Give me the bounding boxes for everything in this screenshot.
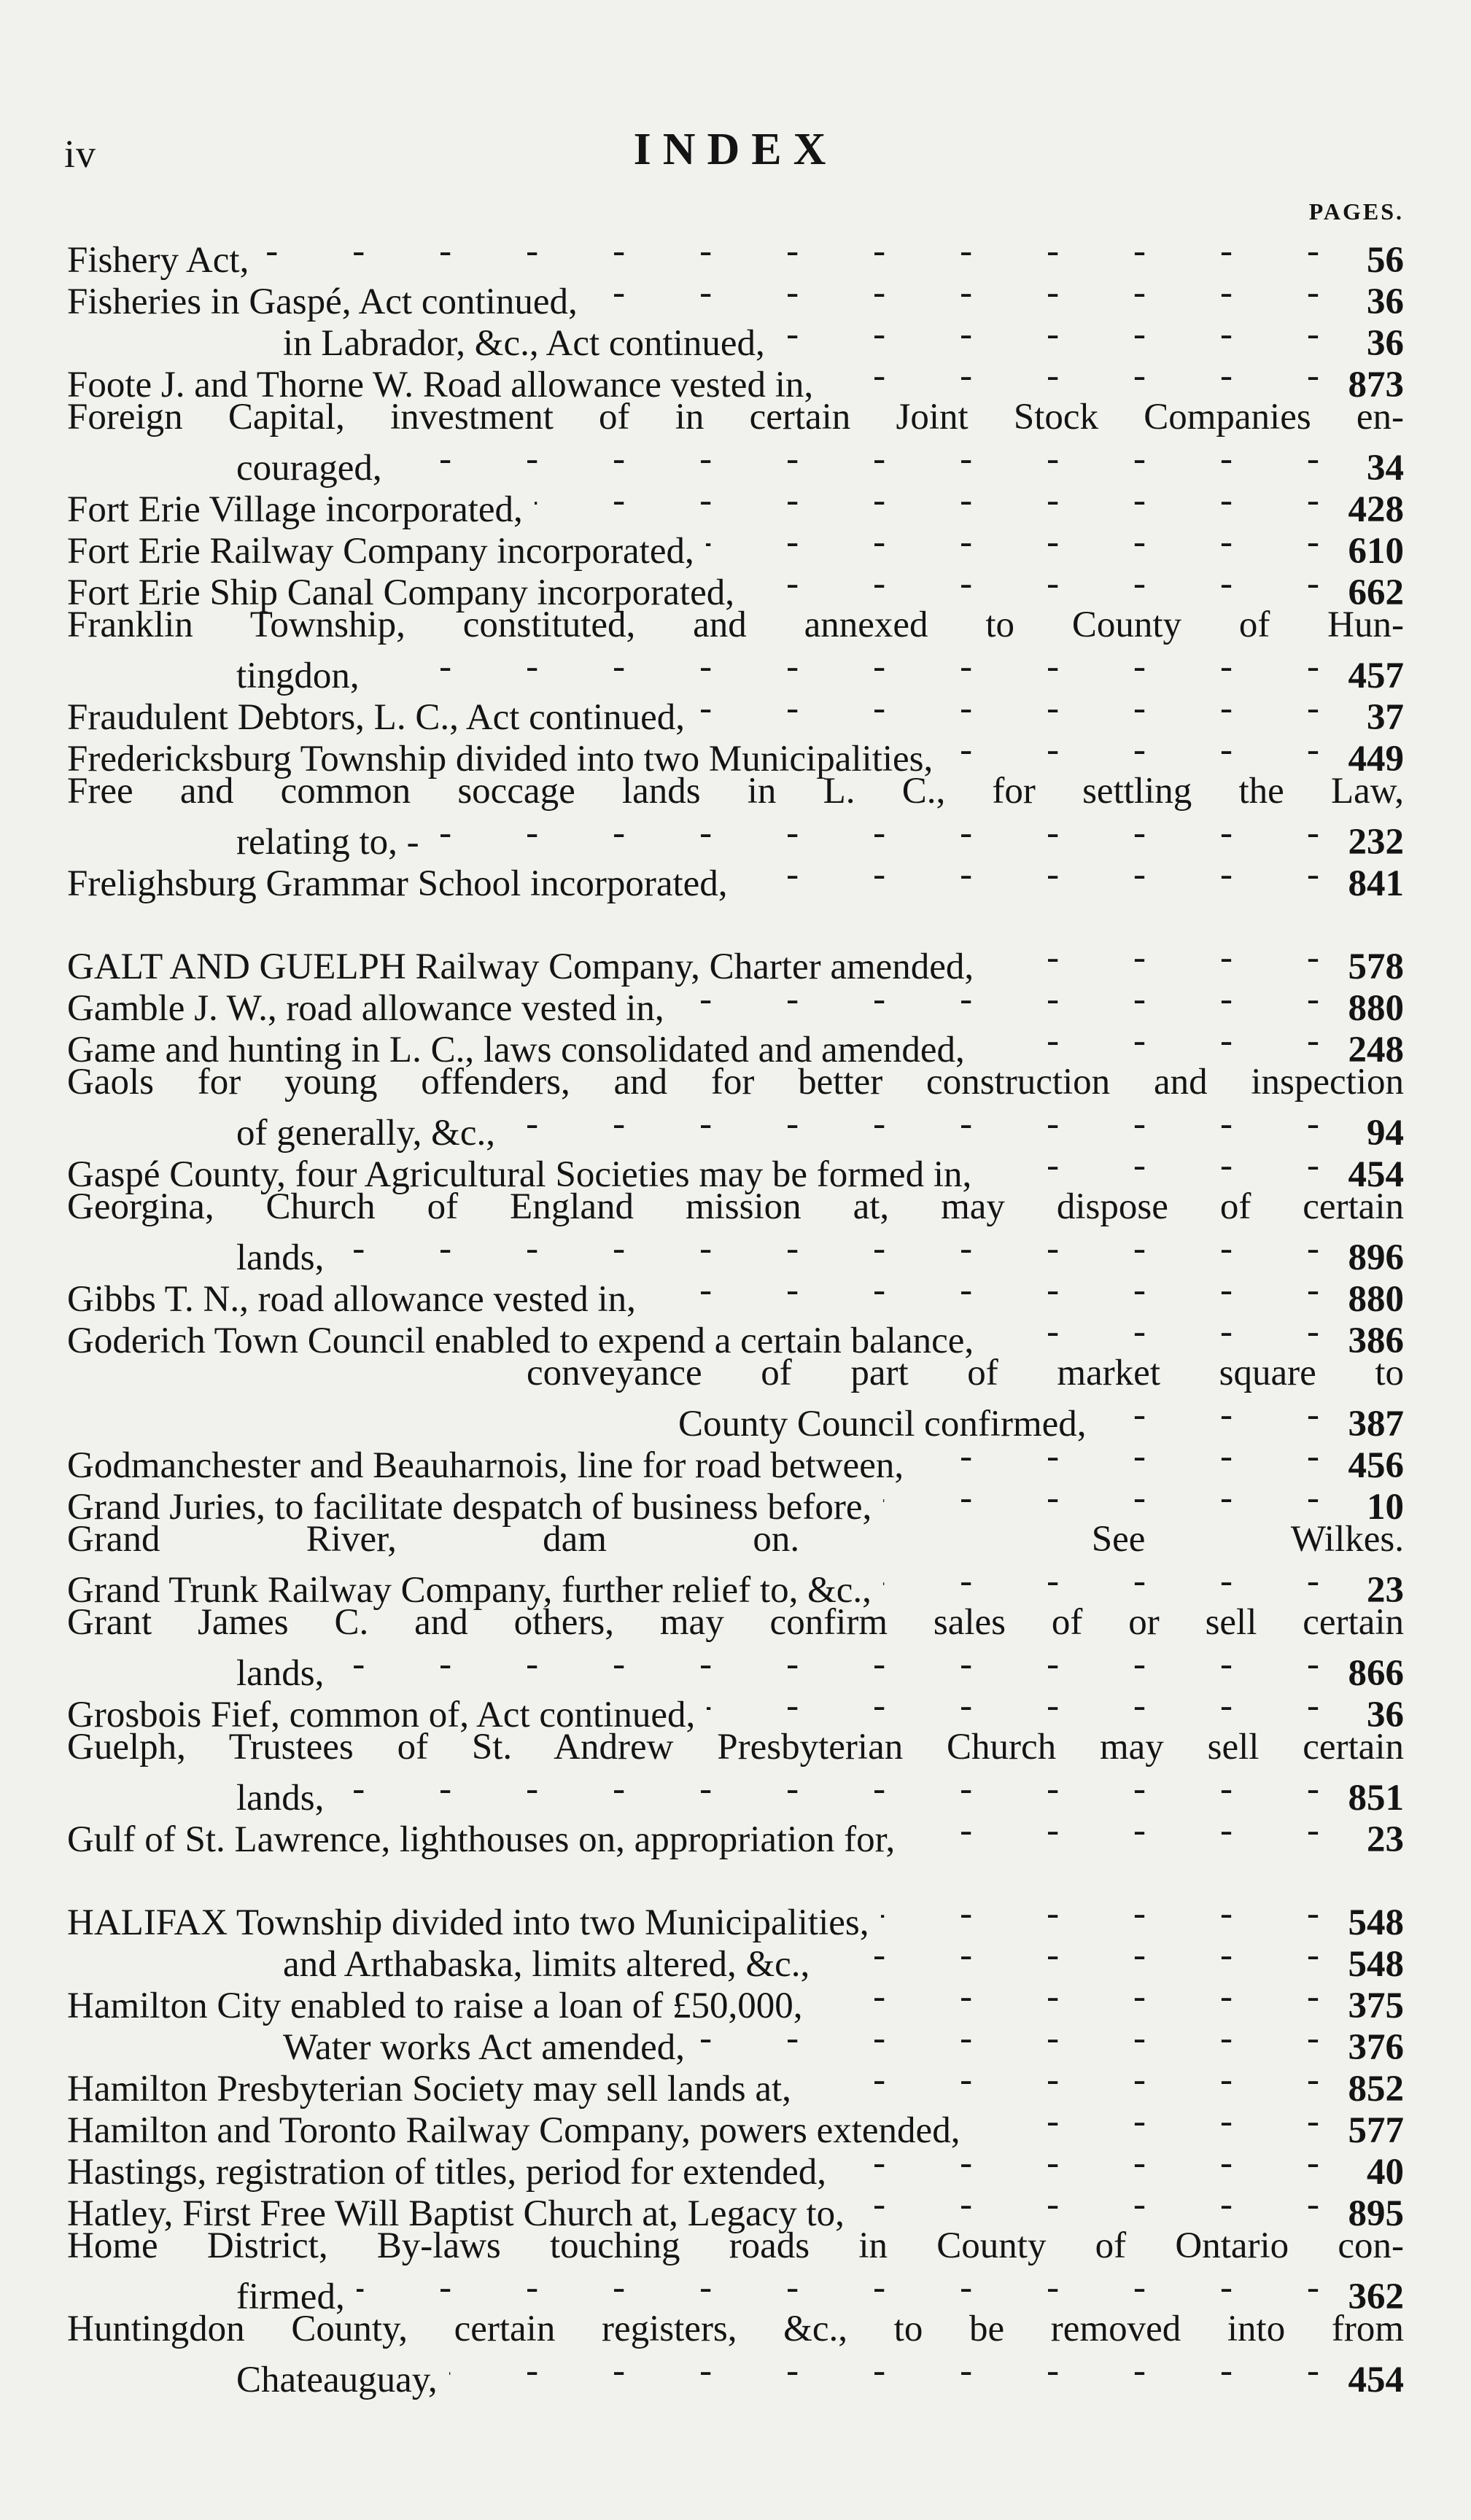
entry-page-number: 23 — [1367, 1570, 1404, 1611]
leader-dashes — [881, 1893, 1320, 1934]
index-entry — [67, 2350, 1404, 2400]
entry-text: Hastings, registration of titles, period for extended, — [67, 2152, 826, 2193]
entry-page-number: 577 — [1348, 2110, 1404, 2151]
entry-page-number: 841 — [1348, 863, 1404, 904]
leader-dashes — [371, 646, 1319, 688]
index-entry — [67, 688, 1404, 738]
entry-page-number: 34 — [1367, 448, 1404, 489]
entry-text: Fishery Act, — [67, 240, 249, 281]
index-entry — [67, 563, 1404, 613]
leader-dashes — [357, 2267, 1319, 2309]
leader-dashes — [971, 2101, 1319, 2142]
entry-page-number: 56 — [1367, 240, 1404, 281]
entry-text: lands, — [236, 1778, 325, 1819]
index-entry — [67, 1103, 1404, 1154]
index-entry — [67, 1519, 1404, 1560]
entry-page-number: 454 — [1348, 1154, 1404, 1195]
entry-text: Georgina, Church of England mission at, may dispose of certain — [67, 1186, 1404, 1227]
index-entry — [67, 812, 1404, 863]
leader-dashes — [706, 521, 1319, 563]
entry-text: Franklin Township, constituted, and annexed to County of Hun- — [67, 604, 1404, 645]
index-entry — [67, 355, 1404, 405]
index-entry — [67, 646, 1404, 696]
leader-dashes — [449, 2350, 1319, 2392]
entry-text: Grosbois Fief, common of, Act continued, — [67, 1695, 696, 1735]
leader-dashes — [907, 1810, 1319, 1851]
index-entry — [67, 397, 1404, 438]
entry-text: in Labrador, &c., Act continued, — [283, 323, 765, 364]
entry-page-number: 454 — [1348, 2360, 1404, 2400]
entry-page-number: 456 — [1348, 1445, 1404, 1486]
entry-page-number: 896 — [1348, 1237, 1404, 1278]
entry-page-number: 852 — [1348, 2069, 1404, 2109]
entry-text: couraged, — [236, 448, 382, 489]
entry-page-number: 40 — [1367, 2152, 1404, 2193]
entry-text: Chateauguay, — [236, 2360, 438, 2400]
index-entry — [67, 2225, 1404, 2267]
index-entry — [67, 1311, 1404, 1361]
entry-text: Home District, By-laws touching roads in County of Ontario con- — [67, 2225, 1404, 2266]
leader-dashes — [746, 563, 1319, 604]
entry-text: Gaspé County, four Agricultural Societies may be formed in, — [67, 1154, 972, 1195]
entry-text: Fredericksburg Township divided into two Municipalities, — [67, 739, 934, 779]
leader-dashes — [777, 314, 1319, 355]
entry-page-number: 375 — [1348, 1986, 1404, 2026]
leader-dashes — [821, 1934, 1319, 1976]
entry-page-number: 23 — [1367, 1819, 1404, 1860]
entry-page-number: 248 — [1348, 1030, 1404, 1070]
entry-page-number: 895 — [1348, 2193, 1404, 2234]
entry-page-number: 362 — [1348, 2276, 1404, 2317]
index-entry — [67, 1727, 1404, 1768]
index-entry — [67, 1934, 1404, 1985]
index-entry — [67, 2101, 1404, 2151]
index-entry — [67, 1394, 1404, 1444]
index-entry — [67, 1685, 1404, 1735]
entry-page-number: 428 — [1348, 489, 1404, 530]
entry-text: Goderich Town Council enabled to expend a certain balance, — [67, 1321, 974, 1361]
leader-dashes — [648, 1269, 1319, 1311]
entry-text: conveyance of part of market square to — [527, 1353, 1404, 1393]
entry-text: Frelighsburg Grammar School incorporated, — [67, 863, 728, 904]
entry-page-number: 36 — [1367, 323, 1404, 364]
entry-text: Free and common soccage lands in L. C., for settling the Law, — [67, 771, 1404, 812]
leader-dashes — [260, 230, 1319, 272]
index-entry — [67, 1062, 1404, 1103]
entry-text: Fort Erie Ship Canal Company incorporated, — [67, 572, 734, 613]
index-entry — [67, 1186, 1404, 1228]
index-entry — [67, 314, 1404, 364]
leader-dashes — [915, 1436, 1319, 1477]
entry-page-number: 548 — [1348, 1944, 1404, 1985]
index-entry — [67, 604, 1404, 646]
index-entry — [67, 1228, 1404, 1278]
entry-text: Hamilton and Toronto Railway Company, powers extended, — [67, 2110, 960, 2151]
entry-page-number: 873 — [1348, 365, 1404, 405]
entry-text: Fort Erie Railway Company incorporated, — [67, 531, 694, 572]
leader-dashes — [838, 2142, 1319, 2184]
index-entries — [67, 230, 1404, 2400]
index-entry — [67, 1768, 1404, 1819]
entry-page-number: 376 — [1348, 2027, 1404, 2068]
entry-text: Foreign Capital, investment of in certain Joint Stock Companies en- — [67, 397, 1404, 438]
entry-text: Hamilton City enabled to raise a loan of £50,000, — [67, 1986, 803, 2026]
entry-page-number: 548 — [1348, 1902, 1404, 1943]
leader-dashes — [535, 480, 1319, 521]
index-entry — [67, 937, 1404, 987]
entry-text: Grand Juries, to facilitate despatch of business before, — [67, 1487, 872, 1528]
index-entry — [67, 2184, 1404, 2234]
leader-dashes — [431, 812, 1319, 854]
index-entry — [67, 2267, 1404, 2317]
leader-dashes — [335, 1228, 1319, 1269]
index-entry — [67, 1436, 1404, 1486]
leader-dashes — [696, 688, 1319, 729]
index-entry — [67, 1477, 1404, 1528]
entry-page-number: 232 — [1348, 822, 1404, 863]
entry-text: Gaols for young offenders, and for better construction and inspection — [67, 1062, 1404, 1102]
index-entry — [67, 979, 1404, 1029]
entry-page-number: 662 — [1348, 572, 1404, 613]
entry-text: Grand Trunk Railway Company, further relief to, &c., — [67, 1570, 872, 1611]
entry-page-number: 36 — [1367, 1695, 1404, 1735]
entry-page-number: 866 — [1348, 1653, 1404, 1694]
entry-text: Hamilton Presbyterian Society may sell lands at, — [67, 2069, 791, 2109]
leader-dashes — [883, 1560, 1319, 1602]
index-entry — [67, 438, 1404, 489]
index-entry — [67, 1020, 1404, 1070]
entry-text: Gibbs T. N., road allowance vested in, — [67, 1279, 636, 1320]
index-entry — [67, 1893, 1404, 1943]
index-entry — [67, 2142, 1404, 2193]
leader-dashes — [856, 2184, 1319, 2225]
leader-dashes — [740, 854, 1319, 895]
entry-page-number: 449 — [1348, 739, 1404, 779]
leader-dashes — [944, 729, 1319, 771]
index-entry — [67, 230, 1404, 281]
entry-text: relating to, - — [236, 822, 419, 863]
entry-text: Grand River, dam on. See Wilkes. — [67, 1519, 1404, 1560]
leader-dashes — [394, 438, 1319, 480]
index-entry — [67, 729, 1404, 779]
entry-text: Guelph, Trustees of St. Andrew Presbyterian Church may sell certain — [67, 1727, 1404, 1768]
index-entry — [67, 1810, 1404, 1860]
entry-text: Gamble J. W., road allowance vested in, — [67, 988, 664, 1029]
index-entry — [67, 521, 1404, 572]
leader-dashes — [983, 1145, 1319, 1186]
entry-page-number: 578 — [1348, 946, 1404, 987]
page-number: iv — [64, 132, 97, 176]
index-entry — [67, 1644, 1404, 1694]
leader-dashes — [1098, 1394, 1319, 1436]
leader-dashes — [977, 1020, 1319, 1062]
leader-dashes — [803, 2059, 1319, 2101]
entry-page-number: 851 — [1348, 1778, 1404, 1819]
entry-text: and Arthabaska, limits altered, &c., — [283, 1944, 810, 1985]
leader-dashes — [814, 1976, 1319, 2018]
index-entry — [67, 1269, 1404, 1320]
entry-page-number: 94 — [1367, 1113, 1404, 1154]
index-entry — [67, 480, 1404, 530]
index-entry — [67, 854, 1404, 904]
entry-text: lands, — [236, 1653, 325, 1694]
leader-dashes — [985, 1311, 1319, 1353]
entry-text: lands, — [236, 1237, 325, 1278]
entry-text: GALT AND GUELPH Railway Company, Charter amended, — [67, 946, 974, 987]
index-entry — [67, 1560, 1404, 1611]
entry-page-number: 880 — [1348, 988, 1404, 1029]
leader-dashes — [883, 1477, 1319, 1519]
index-entry — [67, 272, 1404, 322]
index-entry — [67, 2018, 1404, 2068]
entry-text: tingdon, — [236, 656, 360, 696]
entry-page-number: 610 — [1348, 531, 1404, 572]
entry-text: HALIFAX Township divided into two Municipalities, — [67, 1902, 869, 1943]
index-entry — [67, 1602, 1404, 1644]
index-entry — [67, 2309, 1404, 2350]
entry-text: County Council confirmed, — [678, 1404, 1087, 1444]
entry-page-number: 37 — [1367, 697, 1404, 738]
entry-text: Fraudulent Debtors, L. C., Act continued, — [67, 697, 686, 738]
index-entry — [67, 1353, 1404, 1394]
entry-text: Hatley, First Free Will Baptist Church at, Legacy to, — [67, 2193, 845, 2234]
entry-text: Water works Act amended, — [283, 2027, 686, 2068]
entry-text: Gulf of St. Lawrence, lighthouses on, appropriation for, — [67, 1819, 896, 1860]
entry-text: firmed, — [236, 2276, 345, 2317]
page-title: INDEX — [633, 125, 838, 174]
entry-page-number: 10 — [1367, 1487, 1404, 1528]
leader-dashes — [707, 1685, 1319, 1727]
entry-page-number: 36 — [1367, 281, 1404, 322]
pages-column-heading: PAGES. — [1308, 198, 1404, 225]
leader-dashes — [985, 937, 1319, 979]
entry-page-number: 880 — [1348, 1279, 1404, 1320]
index-entry — [67, 771, 1404, 812]
leader-dashes — [507, 1103, 1319, 1145]
entry-text: Godmanchester and Beauharnois, line for road between, — [67, 1445, 904, 1486]
entry-text: Grant James C. and others, may confirm sales of or sell certain — [67, 1602, 1404, 1643]
entry-page-number: 457 — [1348, 656, 1404, 696]
entry-page-number: 387 — [1348, 1404, 1404, 1444]
entry-text: Fisheries in Gaspé, Act continued, — [67, 281, 578, 322]
index-entry — [67, 2059, 1404, 2109]
entry-text: of generally, &c., — [236, 1113, 495, 1154]
leader-dashes — [335, 1768, 1319, 1810]
leader-dashes — [589, 272, 1319, 314]
leader-dashes — [335, 1644, 1319, 1685]
leader-dashes — [696, 2018, 1319, 2059]
leader-dashes — [676, 979, 1319, 1020]
entry-text: Fort Erie Village incorporated, — [67, 489, 523, 530]
index-entry — [67, 1145, 1404, 1195]
entry-text: Foote J. and Thorne W. Road allowance vested in, — [67, 365, 814, 405]
entry-text: Huntingdon County, certain registers, &c., to be removed into from — [67, 2309, 1404, 2349]
leader-dashes — [825, 355, 1319, 397]
entry-page-number: 386 — [1348, 1321, 1404, 1361]
index-entry — [67, 1976, 1404, 2026]
entry-text: Game and hunting in L. C., laws consolidated and amended, — [67, 1030, 965, 1070]
